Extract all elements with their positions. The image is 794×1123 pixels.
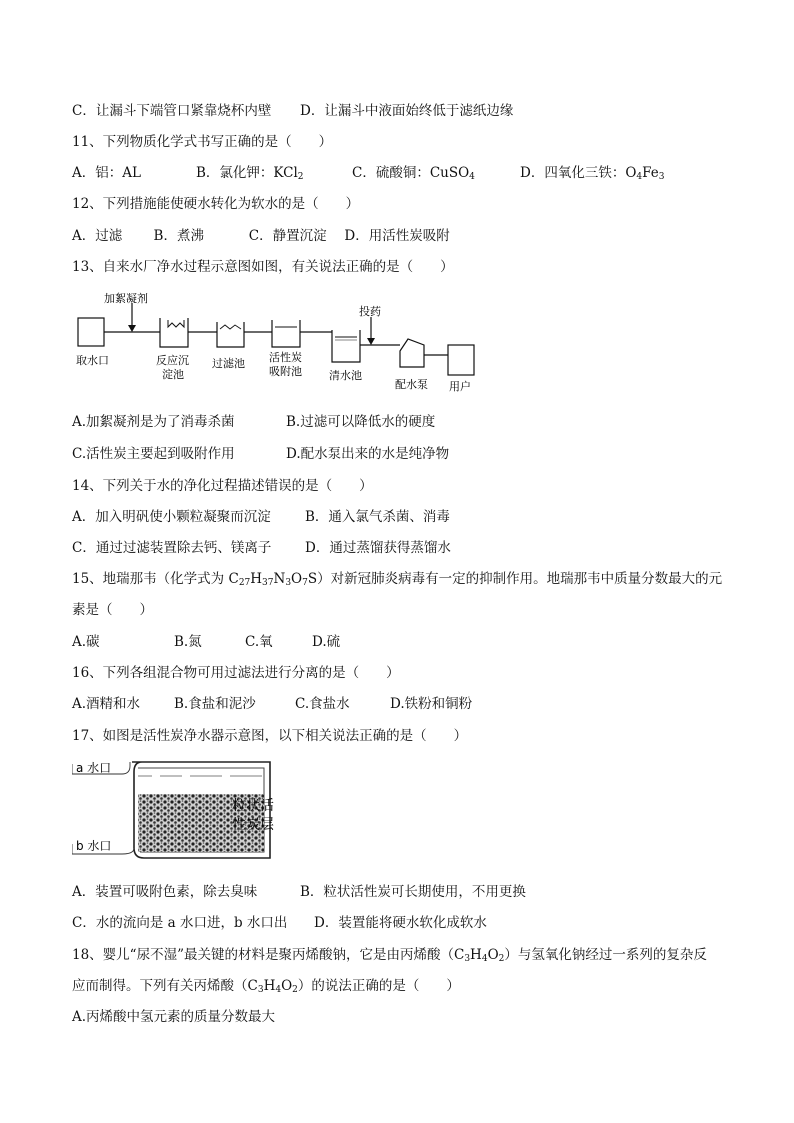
q17-option-d: D．装置能将硬水软化成软水 — [314, 915, 487, 931]
q18-stem-line2: 应而制得。下列有关丙烯酸$(C_3H_4O_2)$的说法正确的是（ ） — [72, 978, 460, 995]
stage-reaction-label-1: 反应沉 — [156, 354, 189, 367]
clean-water-tank-icon — [332, 330, 360, 362]
stage-clean-label: 清水池 — [329, 369, 362, 382]
q14-option-a: A．加入明矾使小颗粒凝聚而沉淀 — [72, 509, 271, 525]
dosing-label: 投药 — [359, 305, 381, 318]
q18-option-a: A.丙烯酸中氢元素的质量分数最大 — [72, 1009, 276, 1025]
q15-option-a: A.碳 — [72, 634, 100, 650]
stage-user-label: 用户 — [449, 380, 471, 393]
q16-option-b: B.食盐和泥沙 — [174, 696, 256, 712]
q14-option-b: B．通入氯气杀菌、消毒 — [305, 509, 450, 525]
q10-option-d: D．让漏斗中液面始终低于滤纸边缘 — [300, 103, 514, 119]
q11-option-c: C．硫酸铜：CuSO$_4$ — [352, 165, 475, 182]
pump-icon — [400, 339, 424, 367]
q11-option-a: A．铝：AL — [72, 165, 141, 181]
q16-option-d: D.铁粉和铜粉 — [390, 696, 473, 712]
q13-option-b: B.过滤可以降低水的硬度 — [286, 414, 436, 430]
q15-stem-line2: 素是（ ） — [72, 602, 153, 618]
q12-options: A．过滤 B．煮沸 C．静置沉淀 D．用活性炭吸附 — [72, 228, 450, 244]
q15-stem: 15、地瑞那韦（化学式为 $C_{27}H_{37}N_3O_7S$）对新冠肺炎病毒有一定的抑制作用。地瑞那韦中质量分数最大的元 — [72, 571, 723, 588]
q13-option-c: C.活性炭主要起到吸附作用 — [72, 446, 235, 462]
water-treatment-diagram — [72, 285, 492, 395]
q18-stem-line1: 18、婴儿“尿不湿”最关键的材料是聚丙烯酸钠，它是由丙烯酸$(C_3H_4O_2)$与氢氧化钠经过一系列的复杂反 — [72, 947, 707, 964]
q17-option-b: B．粒状活性炭可长期使用，不用更换 — [300, 884, 526, 900]
q17-stem: 17、如图是活性炭净水器示意图，以下相关说法正确的是（ ） — [72, 728, 468, 744]
q15-option-d: D.硫 — [312, 634, 341, 650]
inlet-a-label: a 水口 — [76, 761, 112, 775]
q17-option-a: A．装置可吸附色素，除去臭味 — [72, 884, 258, 900]
q14-stem: 14、下列关于水的净化过程描述错误的是（ ） — [72, 478, 373, 494]
q11-option-d: D．四氧化三铁：$O_4Fe_3$ — [520, 165, 665, 182]
q11-option-b: B．氯化钾：KCl$_2$ — [196, 165, 304, 182]
carbon-tank-icon — [272, 320, 300, 347]
q16-option-c: C.食盐水 — [295, 696, 350, 712]
q12-stem: 12、下列措施能使硬水转化为软水的是（ ） — [72, 196, 360, 212]
q11-stem: 11、下列物质化学式书写正确的是（ ） — [72, 134, 333, 150]
q10-option-c: C．让漏斗下端管口紧靠烧杯内壁 — [72, 103, 272, 119]
layer-label-2: 性炭层 — [232, 817, 274, 833]
stage-carbon-label-1: 活性炭 — [269, 351, 302, 364]
q13-option-d: D.配水泵出来的水是纯净物 — [286, 446, 450, 462]
stage-intake-label: 取水口 — [76, 354, 109, 367]
q15-option-b: B.氮 — [174, 634, 202, 650]
q16-option-a: A.酒精和水 — [72, 696, 141, 712]
stage-pump-label: 配水泵 — [395, 378, 428, 391]
q14-option-d: D．通过蒸馏获得蒸馏水 — [305, 540, 451, 556]
layer-label-1: 粒状活 — [232, 798, 274, 814]
carbon-filter-diagram — [72, 752, 292, 874]
stage-carbon-label-2: 吸附池 — [269, 365, 302, 378]
stage-reaction-label-2: 淀池 — [162, 368, 184, 381]
intake-box-icon — [78, 318, 104, 346]
q14-option-c: C．通过过滤装置除去钙、镁离子 — [72, 540, 272, 556]
outlet-b-label: b 水口 — [76, 839, 112, 853]
q17-option-c: C．水的流向是 a 水口进，b 水口出 — [72, 915, 288, 931]
user-box-icon — [448, 345, 474, 375]
stage-filter-label: 过滤池 — [212, 357, 245, 370]
filter-tank-icon — [217, 322, 244, 347]
q16-stem: 16、下列各组混合物可用过滤法进行分离的是（ ） — [72, 665, 400, 681]
coagulant-label: 加絮凝剂 — [104, 292, 148, 305]
q13-option-a: A.加絮凝剂是为了消毒杀菌 — [72, 414, 235, 430]
q15-option-c: C.氧 — [245, 634, 273, 650]
q13-stem: 13、自来水厂净水过程示意图如图，有关说法正确的是（ ） — [72, 259, 454, 275]
